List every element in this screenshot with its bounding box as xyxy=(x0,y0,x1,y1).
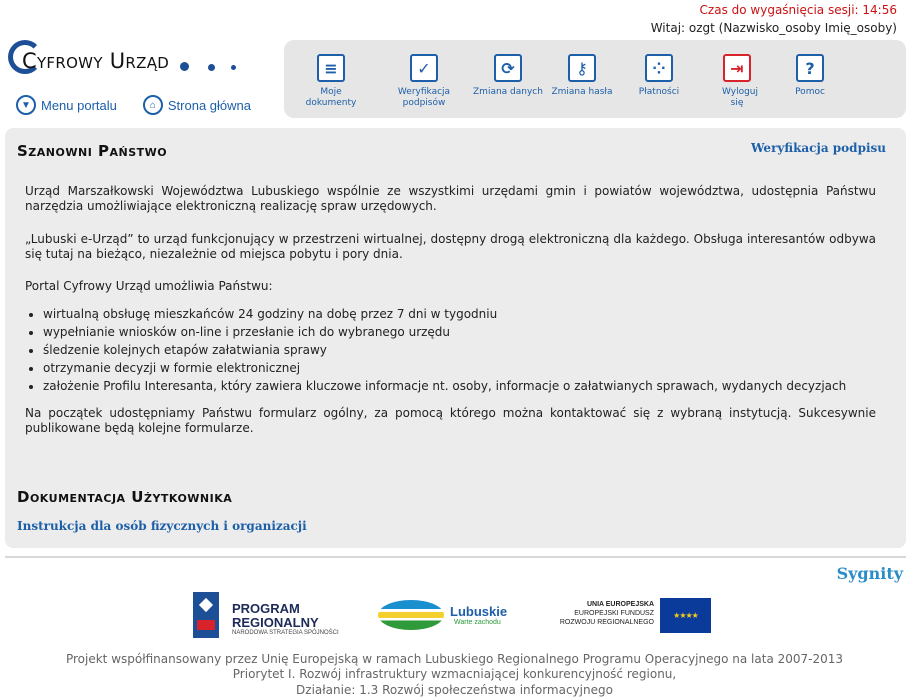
eu-line1: UNIA EUROPEJSKA xyxy=(586,601,654,608)
list-item: • założenie Profilu Interesanta, który zawiera kluczowe informacje nt. osoby, informacje o załatwianych sprawach, wydanych decyzjach xyxy=(43,377,883,395)
sygnity-logo: Sygnity xyxy=(836,564,903,583)
features-list xyxy=(25,305,883,395)
lubuskie-logo xyxy=(378,600,444,630)
chevron-down-icon: ▼ xyxy=(16,95,36,115)
toolbar-label: Zmiana danych xyxy=(473,87,543,97)
logo-text: Cyfrowy Urząd xyxy=(22,49,170,73)
pr-line1: PROGRAM xyxy=(232,601,300,616)
docs-instruction-link[interactable]: Instrukcja dla osób fizycznych i organizacji xyxy=(17,519,307,533)
pr-subtitle: NARODOWA STRATEGIA SPÓJNOŚCI xyxy=(232,630,339,636)
eu-line3: ROZWOJU REGIONALNEGO xyxy=(559,619,654,626)
toolbar xyxy=(284,40,906,118)
logo-dot xyxy=(180,62,189,71)
eurzad-paragraph: „Lubuski e-Urząd” to urząd funkcjonujący w przestrzeni wirtualnej, dostępny drogą elektroniczną dla każdego. Obsługa interesantów odbywa się tutaj na bieżąco, niezależnie od miejsca pobytu i pory dnia. xyxy=(25,232,876,261)
main-content xyxy=(5,128,906,548)
toolbar-label: Pomoc xyxy=(795,87,825,97)
forms-paragraph: Na początek udostępniamy Państwu formularz ogólny, za pomocą którego można kontaktować się z wybraną instytucją. Sukcesywnie publikowane będą kolejne formularze. xyxy=(25,406,876,435)
logo-dot xyxy=(208,64,215,71)
program-regionalny-text xyxy=(232,602,319,630)
verify-signature-link[interactable]: Weryfikacja podpisu xyxy=(750,141,886,155)
list-item: • otrzymanie decyzji w formie elektronicznej xyxy=(43,359,883,377)
strona-glowna-label: Strona główna xyxy=(167,97,252,113)
toolbar-moje-dokumenty[interactable] xyxy=(295,54,367,109)
toolbar-wyloguj[interactable] xyxy=(701,54,773,109)
eu-flag-icon: ★★★★ xyxy=(660,598,711,633)
list-item: • wirtualną obsługę mieszkańców 24 godziny na dobę przez 7 dni w tygodniu xyxy=(43,305,883,323)
session-timer xyxy=(700,3,897,17)
menu-portalu-label: Menu portalu xyxy=(41,97,117,113)
lubuskie-subtitle: Warte zachodu xyxy=(454,619,501,626)
logo-dot xyxy=(231,65,236,70)
exit-icon: ⇥ xyxy=(723,54,751,82)
page-title: Szanowni Państwo xyxy=(17,142,168,160)
toolbar-label: Płatności xyxy=(638,87,680,97)
top-nav xyxy=(16,95,251,115)
menu-portalu-link[interactable] xyxy=(16,95,117,115)
footer-line2: Priorytet I. Rozwój infrastruktury wzmacniającej konkurencyjność regionu, xyxy=(232,667,677,681)
cyfrowy-urzad-logo[interactable] xyxy=(8,40,268,88)
document-icon: ≡ xyxy=(317,54,345,82)
toolbar-label: Weryfikacja podpisów xyxy=(397,87,451,108)
user-refresh-icon: ⟳ xyxy=(494,54,522,82)
toolbar-label: Moje dokumenty xyxy=(305,87,357,108)
footer-line3: Działanie: 1.3 Rozwój społeczeństwa informacyjnego xyxy=(296,683,613,697)
intro-paragraph: Urząd Marszałkowski Województwa Lubuskiego wspólnie ze wszystkimi urzędami gmin i powiatów województwa, udostępnia Państwu narzędzia umożliwiające elektroniczną realizację spraw urzędowych. xyxy=(25,184,876,213)
docs-title: Dokumentacja Użytkownika xyxy=(17,488,233,506)
lubuskie-text: Lubuskie xyxy=(450,604,508,619)
toolbar-label: Wyloguj się xyxy=(722,87,758,108)
home-icon: ⌂ xyxy=(143,95,163,115)
welcome-text: Witaj: ozgt (Nazwisko_osoby Imię_osoby) xyxy=(650,21,897,35)
eu-line2: EUROPEJSKI FUNDUSZ xyxy=(574,610,654,617)
divider xyxy=(5,556,906,558)
list-item: • śledzenie kolejnych etapów załatwiania sprawy xyxy=(43,341,883,359)
toolbar-zmiana-hasla[interactable] xyxy=(546,54,618,98)
eu-text xyxy=(548,600,654,627)
toolbar-label: Zmiana hasła xyxy=(551,87,613,97)
toolbar-platnosci[interactable] xyxy=(623,54,695,98)
session-label: Czas do wygaśnięcia sesji: xyxy=(699,3,859,17)
checkmark-icon: ✓ xyxy=(410,54,438,82)
toolbar-zmiana-danych[interactable] xyxy=(472,54,544,98)
help-icon: ? xyxy=(796,54,824,82)
session-time: 14:56 xyxy=(862,3,897,17)
sponsor-logos xyxy=(0,590,909,642)
coins-icon: ⁘ xyxy=(645,54,673,82)
strona-glowna-link[interactable] xyxy=(143,95,251,115)
toolbar-weryfikacja-podpisow[interactable] xyxy=(388,54,460,109)
footer-line1: Projekt współfinansowany przez Unię Europejską w ramach Lubuskiego Regionalnego Programu Operacyjnego na lata 2007-2013 xyxy=(65,652,844,666)
program-regionalny-logo xyxy=(193,592,219,638)
toolbar-pomoc[interactable] xyxy=(774,54,846,98)
list-item: • wypełnianie wniosków on-line i przesłanie ich do wybranego urzędu xyxy=(43,323,883,341)
key-refresh-icon: ⚷ xyxy=(568,54,596,82)
features-intro: Portal Cyfrowy Urząd umożliwia Państwu: xyxy=(25,279,273,293)
pr-line2: REGIONALNY xyxy=(232,615,319,630)
